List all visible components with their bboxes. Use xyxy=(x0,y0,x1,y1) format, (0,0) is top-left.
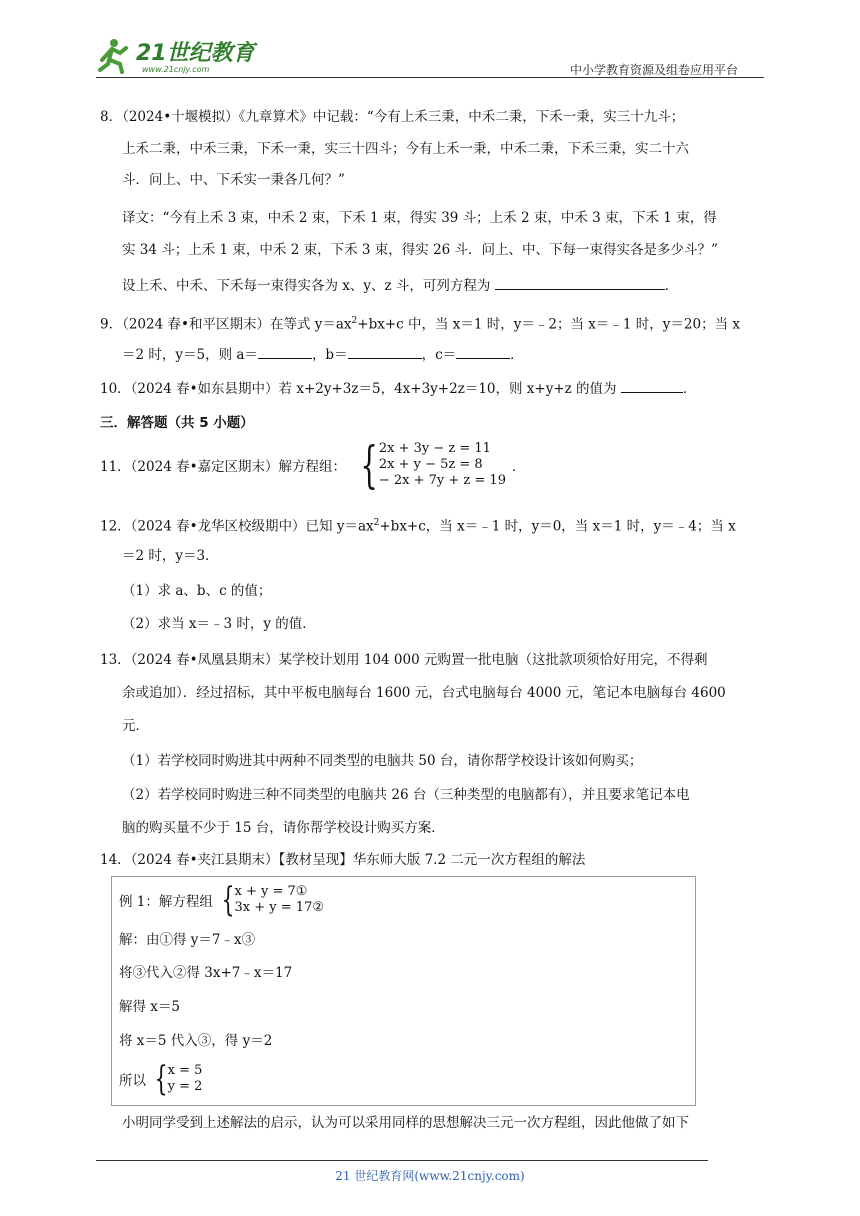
q14-line1: 14．（2024 春•夹江县期末）【教材呈现】华东师大版 7.2 二元一次方程组的解法 xyxy=(100,852,586,868)
q8-line6-text: 设上禾、中禾、下禾每一束得实各为 x、y、z 斗，可列方程为 xyxy=(122,278,495,294)
footer-divider xyxy=(96,1160,708,1161)
q9-blank-c[interactable] xyxy=(456,343,510,359)
q9-line2-b: ，b＝ xyxy=(311,347,348,363)
q8-line2: 上禾二秉，中禾三秉，下禾一秉，实三十四斗；今有上禾一秉，中禾二秉，下禾三秉，实二十六 xyxy=(122,141,689,157)
brace-icon: { xyxy=(154,1059,168,1099)
q12-line1-b: +bx+c，当 x＝﹣1 时，y＝0，当 x＝1 时，y＝﹣4；当 x xyxy=(379,518,736,535)
brace-icon: { xyxy=(360,436,378,494)
example-title xyxy=(119,880,324,920)
q12-part1: （1）求 a、b、c 的值； xyxy=(122,583,272,599)
q11-eq2: 2x + y − 5z = 8 xyxy=(378,457,483,472)
q10-blank[interactable] xyxy=(621,377,683,393)
q9-line2-a: ＝2 时，y＝5，则 a＝ xyxy=(122,347,258,363)
q12-line2: ＝2 时，y＝3． xyxy=(122,548,219,564)
result-system xyxy=(146,1059,203,1099)
logo-text: 21世纪教育 xyxy=(136,41,255,66)
header-divider xyxy=(96,77,764,78)
result-eq2: y = 2 xyxy=(167,1079,203,1094)
solution-step2: 将③代入②得 3x+7﹣x＝17 xyxy=(119,965,293,981)
q8-answer-blank[interactable] xyxy=(495,274,665,290)
logo-url: www.21cnjy.com xyxy=(142,65,210,74)
q13-line1: 13．（2024 春•凤凰县期末）某学校计划用 104 000 元购置一批电脑（这批款项须恰好用完，不得剩 xyxy=(100,652,708,668)
example-eq2: 3x + y = 17② xyxy=(234,900,324,915)
q13-part1: （1）若学校同时购进其中两种不同类型的电脑共 50 台，请你帮学校设计该如何购买； xyxy=(122,753,643,769)
q10-text: 10．（2024 春•如东县期中）若 x+2y+3z＝5，4x+3y+2z＝10，则 x+y+z 的值为 xyxy=(100,381,621,397)
result-eq1: x = 5 xyxy=(167,1063,203,1078)
q9-line2-c: ，c＝ xyxy=(421,347,457,363)
q10-line: 10．（2024 春•如东县期中）若 x+2y+3z＝5，4x+3y+2z＝10，则 x+y+z 的值为 ． xyxy=(100,377,696,399)
q9-blank-b[interactable] xyxy=(348,343,422,359)
solution-step4: 将 x＝5 代入③，得 y＝2 xyxy=(119,1033,273,1049)
footer-link[interactable]: 21 世纪教育网(www.21cnjy.com) xyxy=(335,1169,525,1183)
q8-line6: 设上禾、中禾、下禾每一束得实各为 x、y、z 斗，可列方程为 ． xyxy=(122,274,678,296)
q13-line2: 余或追加）．经过招标，其中平板电脑每台 1600 元，台式电脑每台 4000 元，笔记本电脑每台 4600 xyxy=(122,685,726,701)
q11-line: 11．（2024 春•嘉定区期末）解方程组： { 2x + 3y − z = 11 2x + y − 5z = 8 − 2x + 7y + z = 19 ． xyxy=(100,436,526,494)
q13-part2b: 脑的购买量不少于 15 台，请你帮学校设计购买方案． xyxy=(122,820,445,836)
example-prefix: 例 1：解方程组 xyxy=(119,894,213,910)
q9-line1-b: +bx+c 中，当 x＝1 时，y＝﹣2；当 x＝﹣1 时，y＝20；当 x xyxy=(357,316,740,333)
q12-line1: 12．（2024 春•龙华区校级期中）已知 $y=ax^2+bx+c$，当 x＝﹣1 时，y＝0，当 x＝1 时，y＝﹣4；当 x xyxy=(100,518,736,535)
q8-line4: 译文：“今有上禾 3 束，中禾 2 束，下禾 1 束，得实 39 斗；上禾 2 束，中禾 3 束，下禾 1 束，得 xyxy=(122,210,717,226)
q9-line2: ＝2 时，y＝5，则 a＝ ，b＝ ，c＝ ． xyxy=(122,343,524,365)
solution-result xyxy=(119,1059,203,1099)
example-system xyxy=(213,880,324,920)
site-logo xyxy=(96,34,266,78)
q11-prefix: 11．（2024 春•嘉定区期末）解方程组： xyxy=(100,459,347,475)
runner-icon xyxy=(100,39,126,72)
q12-part2: （2）求当 x＝﹣3 时，y 的值． xyxy=(122,616,316,632)
result-prefix: 所以 xyxy=(119,1073,146,1089)
section-title: 三．解答题（共 5 小题） xyxy=(100,415,254,431)
q11-eq3: − 2x + 7y + z = 19 xyxy=(378,473,506,488)
q13-part2a: （2）若学校同时购进三种不同类型的电脑共 26 台（三种类型的电脑都有），并且要求笔记本电 xyxy=(122,787,690,803)
q9-line1: 9．（2024 春•和平区期末）在等式 $y=ax^2+bx+c$ 中，当 x＝1 时，y＝﹣2；当 x＝﹣1 时，y＝20；当 x xyxy=(100,316,740,333)
q8-line5: 实 34 斗；上禾 1 束，中禾 2 束，下禾 3 束，得实 26 斗．问上、中、下每一束得实各是多少斗？” xyxy=(122,242,718,258)
q12-line1-a: 12．（2024 春•龙华区校级期中）已知 y＝ax xyxy=(100,518,374,535)
q14-after-text: 小明同学受到上述解法的启示，认为可以采用同样的思想解决三元一次方程组，因此他做了如下 xyxy=(122,1115,689,1131)
q8-line1: 8．（2024•十堰模拟）《九章算术》中记载：“今有上禾三秉，中禾二秉，下禾一秉，实三十九斗； xyxy=(100,109,685,125)
brace-icon: { xyxy=(221,880,235,920)
example-eq1: x + y = 7① xyxy=(234,884,308,899)
q11-eq1: 2x + 3y − z = 11 xyxy=(378,441,491,456)
q11-system xyxy=(346,436,506,494)
platform-name: 中小学教育资源及组卷应用平台 xyxy=(570,63,739,77)
solution-step1: 解：由①得 y＝7﹣x③ xyxy=(119,932,256,948)
q8-line3: 斗．问上、中、下禾实一秉各几何？” xyxy=(122,172,345,188)
q9-blank-a[interactable] xyxy=(258,343,312,359)
solution-step3: 解得 x＝5 xyxy=(119,999,180,1015)
q9-line1-a: 9．（2024 春•和平区期末）在等式 y＝ax xyxy=(100,316,352,333)
q13-line3: 元． xyxy=(122,718,149,734)
